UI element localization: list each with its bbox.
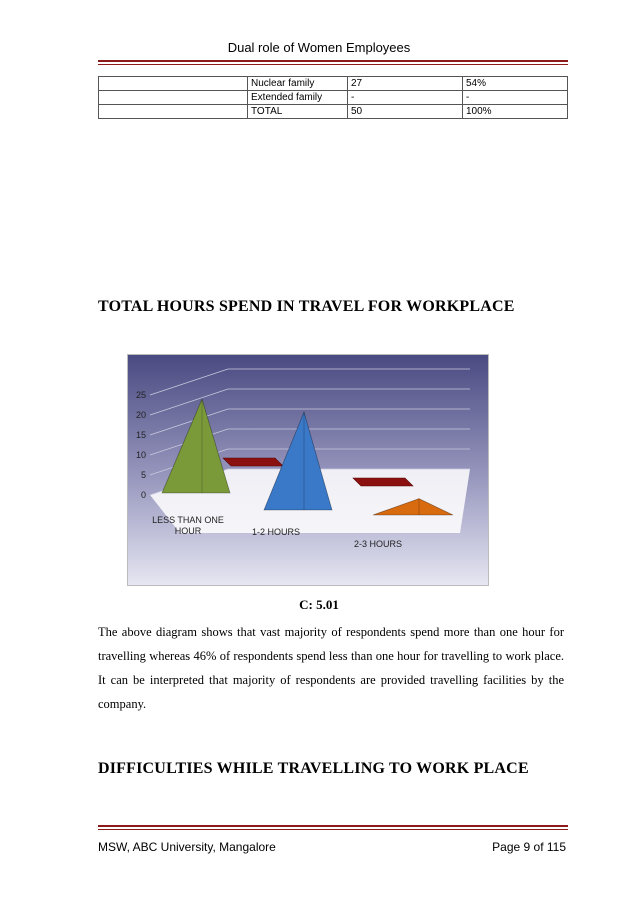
chart-svg [128, 355, 488, 585]
y-tick-label: 10 [135, 450, 146, 460]
body-paragraph: The above diagram shows that vast majority of respondents spend more than one hour for travelling whereas 46% of respondents spend less than one hour for travelling to work place. It can be interpreted that majority of respondents are provided travelling facilities by the company. [98, 625, 564, 711]
footer-rule-thin [98, 829, 568, 830]
x-category-label: 2-3 HOURS [353, 539, 403, 549]
table-cell [99, 77, 248, 91]
table-cell: TOTAL [248, 105, 348, 119]
footer-left: MSW, ABC University, Mangalore [98, 840, 276, 854]
running-header: Dual role of Women Employees [227, 40, 411, 55]
table-row [99, 105, 568, 119]
header-rule-thin [98, 64, 568, 65]
back-series-slab [223, 458, 283, 466]
table-cell: 27 [348, 77, 463, 91]
y-tick-label: 20 [135, 410, 146, 420]
y-tick-label: 0 [140, 490, 146, 500]
table-cell [99, 91, 248, 105]
header-rule [98, 60, 568, 62]
table-row [99, 91, 568, 105]
section-title-travel-hours: TOTAL HOURS SPEND IN TRAVEL FOR WORKPLACE [98, 298, 515, 315]
table-cell: Extended family [248, 91, 348, 105]
table-cell: 50 [348, 105, 463, 119]
footer-page-number: Page 9 of 115 [492, 840, 566, 854]
section-title-difficulties: DIFFICULTIES WHILE TRAVELLING TO WORK PLACE [98, 760, 529, 777]
table-cell [99, 105, 248, 119]
table-row [99, 77, 568, 91]
travel-hours-chart [127, 354, 489, 586]
footer-rule [98, 825, 568, 827]
x-category-label: LESS THAN ONE HOUR [152, 515, 224, 536]
table-cell: 54% [463, 77, 568, 91]
table-cell: Nuclear family [248, 77, 348, 91]
table-cell: 100% [463, 105, 568, 119]
y-tick-label: 25 [135, 390, 146, 400]
family-type-table [98, 76, 568, 119]
table-cell: - [463, 91, 568, 105]
back-series-slab [353, 478, 413, 486]
y-tick-label: 5 [140, 470, 146, 480]
table-cell: - [348, 91, 463, 105]
x-category-label: 1-2 HOURS [251, 527, 301, 537]
chart-caption: C: 5.01 [299, 597, 339, 612]
y-tick-label: 15 [135, 430, 146, 440]
